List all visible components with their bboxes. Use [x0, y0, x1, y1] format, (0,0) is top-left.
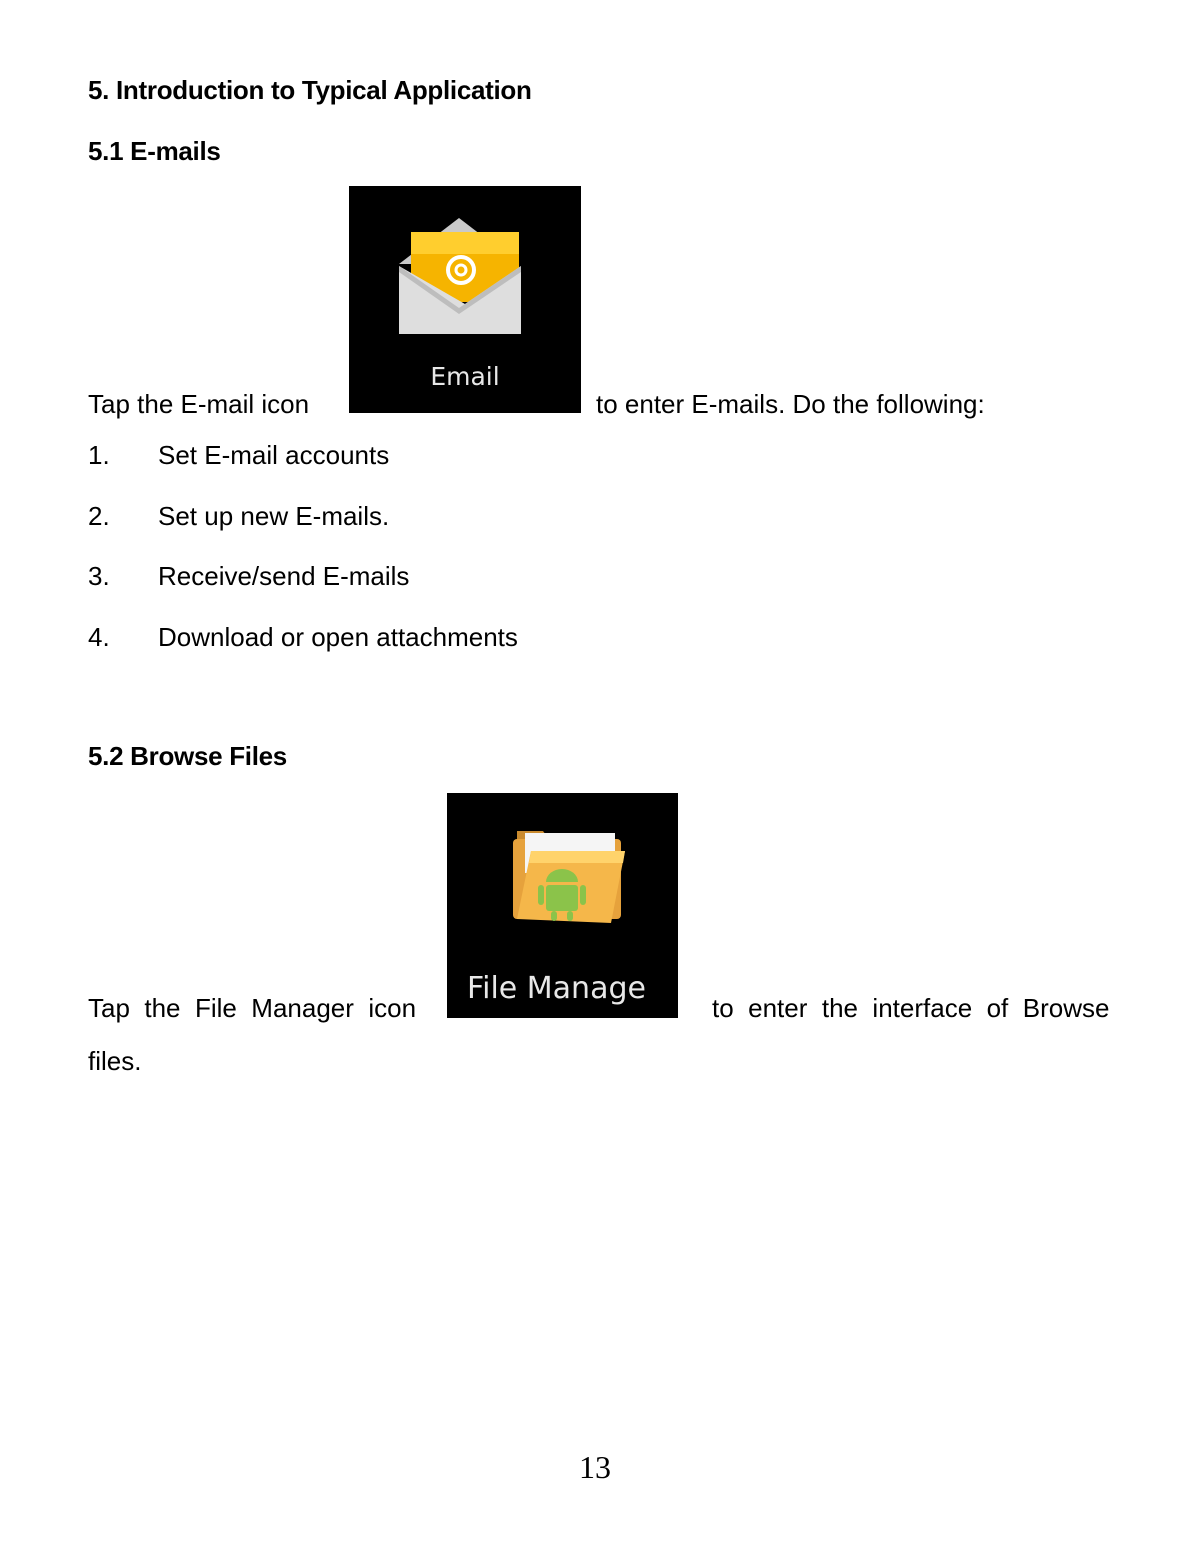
list-number: 2.	[88, 501, 110, 531]
email-app-icon	[349, 186, 581, 413]
list-number: 1.	[88, 440, 110, 470]
email-icon-label: Email	[430, 362, 500, 391]
file-manager-icon-label: File Manage	[467, 971, 646, 1006]
list-text: Download or open attachments	[158, 622, 518, 652]
list-text: Set E-mail accounts	[158, 440, 390, 470]
list-number: 4.	[88, 622, 110, 652]
list-text: Set up new E-mails.	[158, 501, 390, 531]
file-manager-app-icon	[447, 793, 678, 1018]
list-text: Receive/send E-mails	[158, 561, 410, 591]
subsection-title-emails: 5.1 E-mails	[88, 136, 221, 166]
page-number: 13	[579, 1449, 611, 1485]
email-intro-lead: Tap the E-mail icon	[88, 389, 310, 419]
section-title: 5. Introduction to Typical Application	[88, 75, 532, 105]
files-intro-continuation: files.	[88, 1046, 142, 1076]
files-intro-trail: to enter the interface of Browse	[712, 993, 1110, 1023]
files-intro-lead: Tap the File Manager icon	[88, 993, 417, 1023]
list-number: 3.	[88, 561, 110, 591]
email-intro-trail: to enter E-mails. Do the following:	[596, 389, 985, 419]
subsection-title-browse-files: 5.2 Browse Files	[88, 741, 287, 771]
